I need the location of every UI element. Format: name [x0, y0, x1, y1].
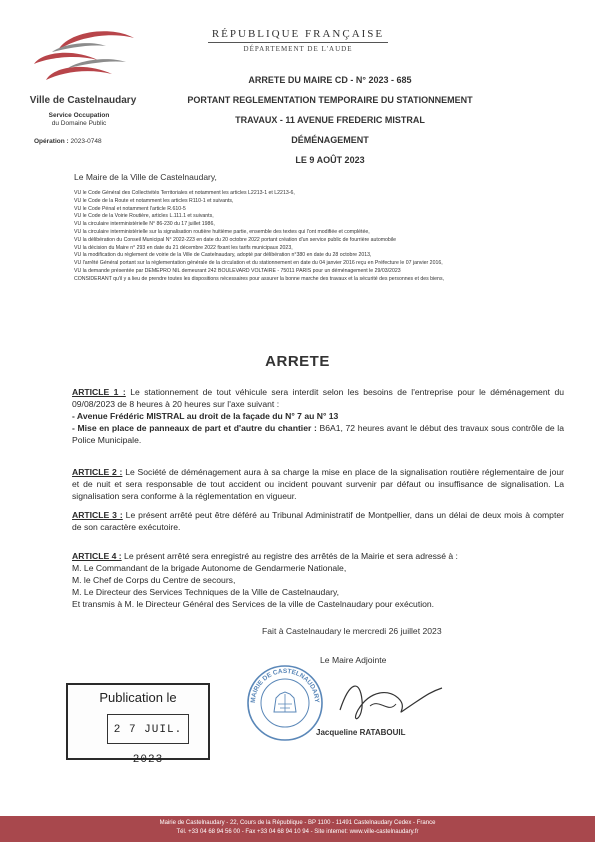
footer [0, 816, 595, 842]
article-4-label: ARTICLE 4 : [72, 551, 122, 561]
document-titles [160, 70, 500, 170]
article-4 [72, 550, 564, 610]
article-3 [72, 509, 564, 533]
arrete-location: TRAVAUX - 11 AVENUE FREDERIC MISTRAL [235, 115, 425, 125]
publication-label: Publication le [99, 690, 177, 705]
vu-item: VU la délibération du Conseil Municipal N° 2022-223 en date du 20 octobre 2022 portant création d'un service public de fourrière automobile [74, 236, 397, 243]
footer-address: Mairie de Castelnaudary - 22, Cours de la République - BP 1100 - 11491 Castelnaudary Cedex - France [159, 820, 436, 826]
signatory-role: Le Maire Adjointe [320, 655, 387, 665]
recipient-item: M. le Chef de Corps du Centre de secours, [72, 575, 236, 585]
service-line-1: Service Occupation [48, 112, 110, 119]
vu-item: VU la modification du règlement de voirie de la Ville de Castelnaudary, adopté par délibération n°380 en date du 28 octobre 2013, [74, 252, 372, 259]
arrete-heading: ARRETE [265, 353, 330, 370]
article-1-label: ARTICLE 1 : [72, 387, 126, 397]
operation-label: Opération : [34, 138, 69, 145]
article-1-bullet-2 [72, 422, 564, 446]
castelnaudary-logo [28, 22, 140, 94]
recipient-item: M. Le Commandant de la brigade Autonome de Gendarmerie Nationale, [72, 563, 347, 573]
vu-list [74, 190, 574, 284]
fait-a: Fait à Castelnaudary le mercredi 26 juillet 2023 [262, 626, 442, 636]
article-1 [72, 386, 564, 446]
departement: DÉPARTEMENT DE L'AUDE [243, 45, 353, 53]
service-line-2: du Domaine Public [51, 120, 107, 127]
article-1-bullet-2-bold: - Mise en place de panneaux de part et d'autre du chantier : [72, 423, 317, 433]
vu-item: VU le Code de la Voirie Routière, articles L.111.1 et suivants, [74, 213, 214, 220]
vu-item: VU la circulaire interministérielle N° 86-230 du 17 juillet 1986, [74, 221, 215, 228]
stamp-text: MAIRIE DE CASTELNAUDARY [249, 667, 321, 704]
article-1-bullet-2-rest: B6A1, 72 heures avant le début des travaux sous contrôle de la Police Municipale. [72, 423, 564, 445]
vu-item: VU le Code Général des Collectivités Territoriales et notamment les articles L2213-1 et L2213-6, [74, 190, 295, 196]
vu-item: VU la demande présentée par DEMEPRO NIL demeurant 242 BOULEVARD VOLTAIRE - 75011 PARIS pour un déménagement le 29/03/2023 [74, 267, 401, 274]
article-3-label: ARTICLE 3 : [72, 510, 123, 520]
header-divider [208, 42, 388, 43]
publication-date: 2 7 JUIL. 2023 [107, 714, 189, 744]
considerant-item: CONSIDERANT qu'il y a lieu de prendre toutes les dispositions nécessaires pour assurer la bonne marche des travaux et la sécurité des personnes et des biens, [74, 275, 444, 282]
signatory-last-name: RATABOUIL [359, 728, 406, 737]
recipient-item: M. Le Directeur des Services Techniques de la Ville de Castelnaudary, [72, 587, 340, 597]
arrete-number: ARRETE DU MAIRE CD - N° 2023 - 685 [248, 75, 412, 85]
arrete-subject: PORTANT REGLEMENTATION TEMPORAIRE DU STATIONNEMENT [187, 95, 473, 105]
arrete-date: LE 9 AOÛT 2023 [295, 155, 365, 165]
signatory-first-name: Jacqueline [316, 728, 358, 737]
handwritten-signature [330, 670, 450, 730]
operation-number [34, 138, 102, 145]
vu-item: VU la circulaire interministérielle sur la signalisation routière huitième partie, ensemble des textes qui l'ont modifiée et complétée, [74, 228, 370, 235]
article-1-bullet-1: - Avenue Frédéric MISTRAL au droit de la façade du N° 7 au N° 13 [72, 411, 339, 421]
arrete-type: DÉMÉNAGEMENT [291, 135, 369, 145]
operation-value: 2023-0748 [70, 138, 102, 145]
recipient-item: Et transmis à M. le Directeur Général des Services de la ville de Castelnaudary pour exécution. [72, 599, 435, 609]
article-2-label: ARTICLE 2 : [72, 467, 123, 477]
publication-stamp [66, 683, 210, 766]
republique-francaise: RÉPUBLIQUE FRANÇAISE [211, 28, 385, 40]
article-2-text: Le Société de déménagement aura à sa charge la mise en place de la signalisation routière réglementaire de jour et de nuit et sera responsable de tout accident ou incident pouvant survenir par défaut ou insuffisance de signalisation. La signalisation sera conforme à la réglementation en vigueur. [72, 467, 565, 501]
article-4-text: Le présent arrêté sera enregistré au registre des arrêtés de la Mairie et sera adressé à : [121, 551, 458, 561]
city-name: Ville de Castelnaudary [29, 95, 137, 106]
vu-item: VU le Code Pénal et notamment l'article R.610-5 [74, 205, 186, 212]
article-3-text: Le présent arrêté peut être déféré au Tribunal Administratif de Montpellier, dans un délai de deux mois à compter de son caractère exécutoire. [72, 510, 564, 532]
signatory-name [316, 728, 406, 737]
footer-contact: Tél. +33 04 68 94 56 00 - Fax +33 04 68 94 10 94 - Site internet: www.ville-castelnaudary.fr [176, 829, 419, 835]
article-2 [72, 466, 564, 502]
vu-item: VU la décision du Maire n° 293 en date du 21 décembre 2022 fixant les tarifs municipaux 2023, [74, 244, 293, 251]
vu-item: VU le Code de la Route et notamment les articles R110-1 et suivants, [74, 197, 234, 204]
official-stamp [246, 664, 324, 742]
maire-intro: Le Maire de la Ville de Castelnaudary, [74, 172, 217, 182]
article-1-text: Le stationnement de tout véhicule sera interdit selon les besoins de l'entreprise pour le déménagement du 09/08/2023 de 8 heures à 20 heures sur l'axe suivant : [72, 387, 565, 409]
service-name [34, 112, 124, 128]
vu-item: VU l'arrêté Général portant sur la réglementation générale de la circulation et du stationnement en date du 04 janvier 2016 reçu en Préfecture le 07 janvier 2016, [74, 260, 443, 267]
